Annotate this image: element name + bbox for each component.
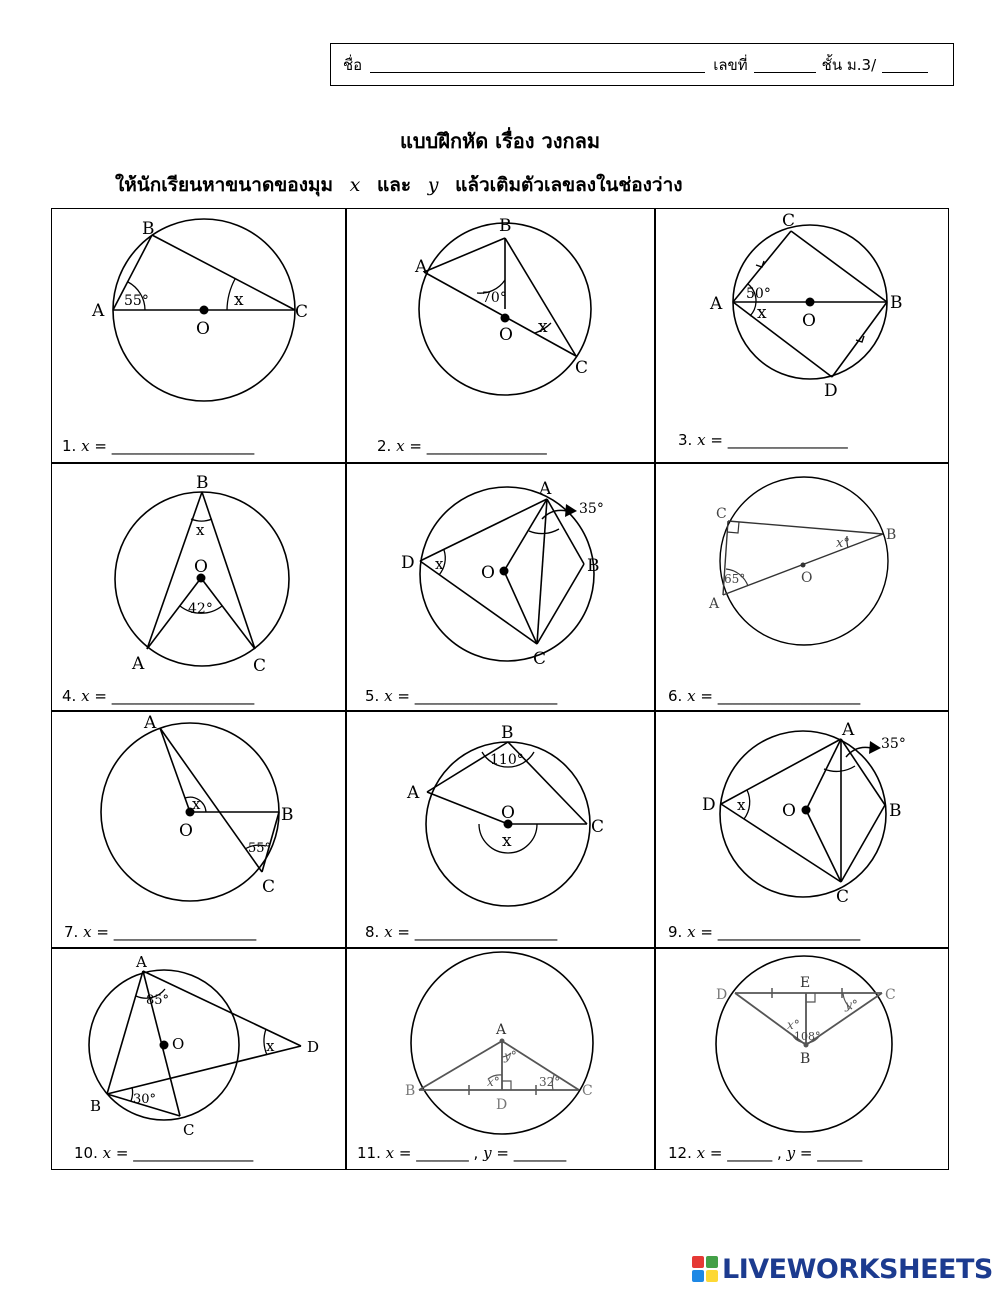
fig10-x: x [266,1037,275,1055]
fig6-x: x° [836,536,850,551]
fig10-label-d: D [307,1038,320,1056]
answer-5-num: 5. [365,687,380,705]
fig5-label-c: C [533,649,547,669]
fig10-label-o: O [172,1035,185,1053]
instruction [115,170,683,200]
student-info-box [330,43,954,86]
problem-grid [51,208,949,1170]
answer-10 [74,1144,253,1162]
fig5-x: x [435,555,444,573]
answer-11-var-y: y [483,1144,492,1162]
fig2-label-c: C [575,358,589,378]
problem-9 [655,711,949,948]
problem-4 [51,463,346,711]
fig9-label-d: D [702,795,716,815]
answer-10-num: 10. [74,1144,98,1162]
problem-8 [346,711,655,948]
figure-11 [347,949,656,1171]
answer-7-num: 7. [64,923,79,941]
answer-11-num: 11. [357,1144,381,1162]
answer-9-num: 9. [668,923,683,941]
fig3-angle: 50° [746,286,771,302]
problem-3 [655,208,949,463]
fig9-x: x [737,796,746,814]
fig8-label-b: B [501,723,514,743]
fig1-angle: 55° [124,293,149,309]
answer-12-var-y: y [786,1144,796,1162]
figure-4 [52,464,347,712]
number-label: เลขที่ [713,55,748,74]
answer-3-eq: = [710,431,723,449]
answer-5-var: x [384,687,393,705]
fig2-label-b: B [499,216,512,236]
fig11-angle: 32° [539,1075,561,1089]
fig6-label-b: B [886,527,897,543]
figure-8 [347,712,656,949]
fig6-label-o: O [801,570,813,586]
answer-12-num: 12. [668,1144,692,1162]
problem-5 [346,463,655,711]
fig4-label-o: O [194,557,208,577]
answer-8-field[interactable]: ___________________ [414,923,558,941]
answer-11-field-x[interactable]: _______ , [416,1144,479,1162]
fig8-label-c: C [591,817,605,837]
answer-8-num: 8. [365,923,380,941]
fig3-label-c: C [782,211,796,231]
instruction-part2: แล้วเติมตัวเลขลงในช่องว่าง [455,174,683,196]
fig4-label-c: C [253,656,267,676]
fig12-x: x° [787,1018,800,1032]
figure-1 [52,209,347,464]
answer-2-eq: = [409,437,422,455]
answer-12-field-y[interactable]: ______ [817,1144,863,1162]
fig11-label-c: C [582,1083,593,1099]
fig5-label-b: B [587,556,600,576]
answer-5-field[interactable]: ___________________ [414,687,558,705]
fig9-label-b: B [889,801,902,821]
fig11-label-a: A [496,1022,507,1038]
worksheet-title: แบบฝึกหัด เรื่อง วงกลม [399,129,601,153]
class-label: ชั้น ม.3/ [821,55,877,74]
fig8-label-o: O [501,803,515,823]
answer-11-eq-x: = [398,1144,412,1162]
fig8-x: x [502,831,512,851]
instruction-and: และ [377,174,412,196]
answer-4 [62,687,254,705]
problem-1 [51,208,346,463]
fig2-label-o: O [499,325,513,345]
answer-9-var: x [687,923,696,941]
figure-9 [656,712,950,949]
answer-7-var: x [83,923,92,941]
fig10-angle-2: 30° [133,1092,157,1107]
answer-3 [678,431,848,449]
fig12-label-e: E [800,975,811,991]
fig5-angle: 35° [579,501,604,517]
answer-7 [64,923,256,941]
problem-2 [346,208,655,463]
answer-3-var: x [697,431,706,449]
answer-3-num: 3. [678,431,693,449]
fig1-label-b: B [142,219,155,239]
answer-12-eq-y: = [799,1144,813,1162]
fig11-x: x° [487,1075,500,1089]
fig3-label-a: A [710,294,723,314]
answer-9-eq: = [700,923,713,941]
answer-4-field[interactable]: ___________________ [111,687,255,705]
fig10-label-c: C [183,1121,195,1139]
answer-1 [62,437,254,455]
instruction-part1: ให้นักเรียนหาขนาดของมุม [115,174,334,196]
problem-12 [655,948,949,1170]
problem-10 [51,948,346,1170]
figure-5 [347,464,656,712]
answer-4-num: 4. [62,687,77,705]
fig3-label-d: D [824,381,838,401]
class-field[interactable] [882,57,928,73]
answer-10-eq: = [115,1144,129,1162]
fig5-label-o: O [481,563,495,583]
fig9-label-c: C [836,887,850,907]
fig9-angle: 35° [881,736,906,752]
answer-1-num: 1. [62,437,77,455]
answer-2-num: 2. [377,437,392,455]
fig4-angle: 42° [188,601,213,617]
number-field[interactable] [754,57,816,73]
answer-9-field[interactable]: ___________________ [717,923,861,941]
answer-8 [365,923,557,941]
figure-7 [52,712,347,949]
answer-6-var: x [687,687,696,705]
fig12-label-b: B [800,1051,811,1067]
fig4-label-a: A [132,654,145,674]
answer-1-field[interactable]: ___________________ [111,437,255,455]
fig4-label-b: B [196,473,209,493]
fig7-label-a: A [144,713,157,733]
answer-1-var: x [81,437,90,455]
fig8-label-a: A [407,783,420,803]
answer-4-eq: = [94,687,107,705]
fig3-label-b: B [890,293,903,313]
answer-6-field[interactable]: ___________________ [717,687,861,705]
fig1-label-c: C [295,302,309,322]
fig2-label-a: A [415,257,428,277]
answer-12-eq-x: = [709,1144,723,1162]
fig2-angle: 70° [482,290,507,306]
answer-3-field[interactable]: ________________ [727,431,848,449]
answer-2-field[interactable]: ________________ [426,437,547,455]
answer-7-eq: = [96,923,109,941]
problem-11 [346,948,655,1170]
answer-6 [668,687,860,705]
answer-10-var: x [102,1144,112,1162]
answer-4-var: x [81,687,90,705]
answer-11-field-y[interactable]: _______ [513,1144,567,1162]
fig10-label-a: A [136,953,147,971]
fig4-x: x [196,521,205,539]
answer-11-eq-y: = [496,1144,509,1162]
fig9-label-o: O [782,801,796,821]
answer-10-field[interactable]: ________________ [133,1144,254,1162]
answer-6-num: 6. [668,687,683,705]
fig6-label-c: C [716,506,727,522]
logo-text: LIVEWORKSHEETS [722,1253,993,1285]
fig5-label-a: A [539,479,552,499]
fig12-label-d: D [716,987,728,1003]
logo-mark-icon [692,1256,718,1282]
fig6-angle: 65° [724,572,746,586]
answer-12 [668,1144,862,1162]
fig6-label-a: A [709,596,720,612]
fig3-label-o: O [802,311,816,331]
answer-12-var-x: x [696,1144,706,1162]
fig5-label-d: D [401,553,415,573]
fig1-label-o: O [196,319,210,339]
fig12-angle: 108° [794,1030,821,1043]
answer-8-var: x [384,923,393,941]
problem-7 [51,711,346,948]
fig7-label-o: O [179,821,193,841]
fig1-x: x [234,290,244,310]
fig7-label-b: B [281,805,294,825]
fig11-label-b: B [405,1083,416,1099]
fig9-label-a: A [842,720,855,740]
fig10-label-b: B [90,1097,102,1115]
fig2-x: x [538,317,548,337]
answer-9 [668,923,860,941]
name-label: ชื่อ [343,55,363,74]
answer-7-field[interactable]: ___________________ [113,923,257,941]
liveworksheets-logo [692,1252,993,1286]
figure-12 [656,949,950,1171]
answer-11-var-x: x [385,1144,395,1162]
fig8-angle: 110° [490,752,524,768]
fig12-label-c: C [885,987,896,1003]
answer-6-eq: = [700,687,713,705]
figure-10 [52,949,347,1171]
answer-1-eq: = [94,437,107,455]
instruction-var-y: y [427,174,439,196]
name-field[interactable] [370,57,705,73]
answer-2-var: x [396,437,405,455]
fig11-label-d: D [496,1097,508,1113]
answer-5-eq: = [397,687,410,705]
instruction-var-x: x [349,174,361,196]
answer-5 [365,687,557,705]
answer-11 [357,1144,566,1162]
fig7-angle: 55° [248,841,272,856]
answer-2 [377,437,547,455]
fig7-label-c: C [262,877,276,897]
fig3-x: x [757,303,767,323]
fig1-label-a: A [92,301,105,321]
problem-6 [655,463,949,711]
figure-3 [656,209,950,464]
answer-8-eq: = [397,923,410,941]
fig7-x: x [192,795,201,813]
figure-6 [656,464,950,712]
answer-12-field-x[interactable]: ______ , [727,1144,782,1162]
fig12-y: y° [845,998,858,1012]
fig11-y: y° [504,1049,517,1063]
figure-2 [347,209,656,464]
fig10-angle-1: 85° [146,993,170,1008]
